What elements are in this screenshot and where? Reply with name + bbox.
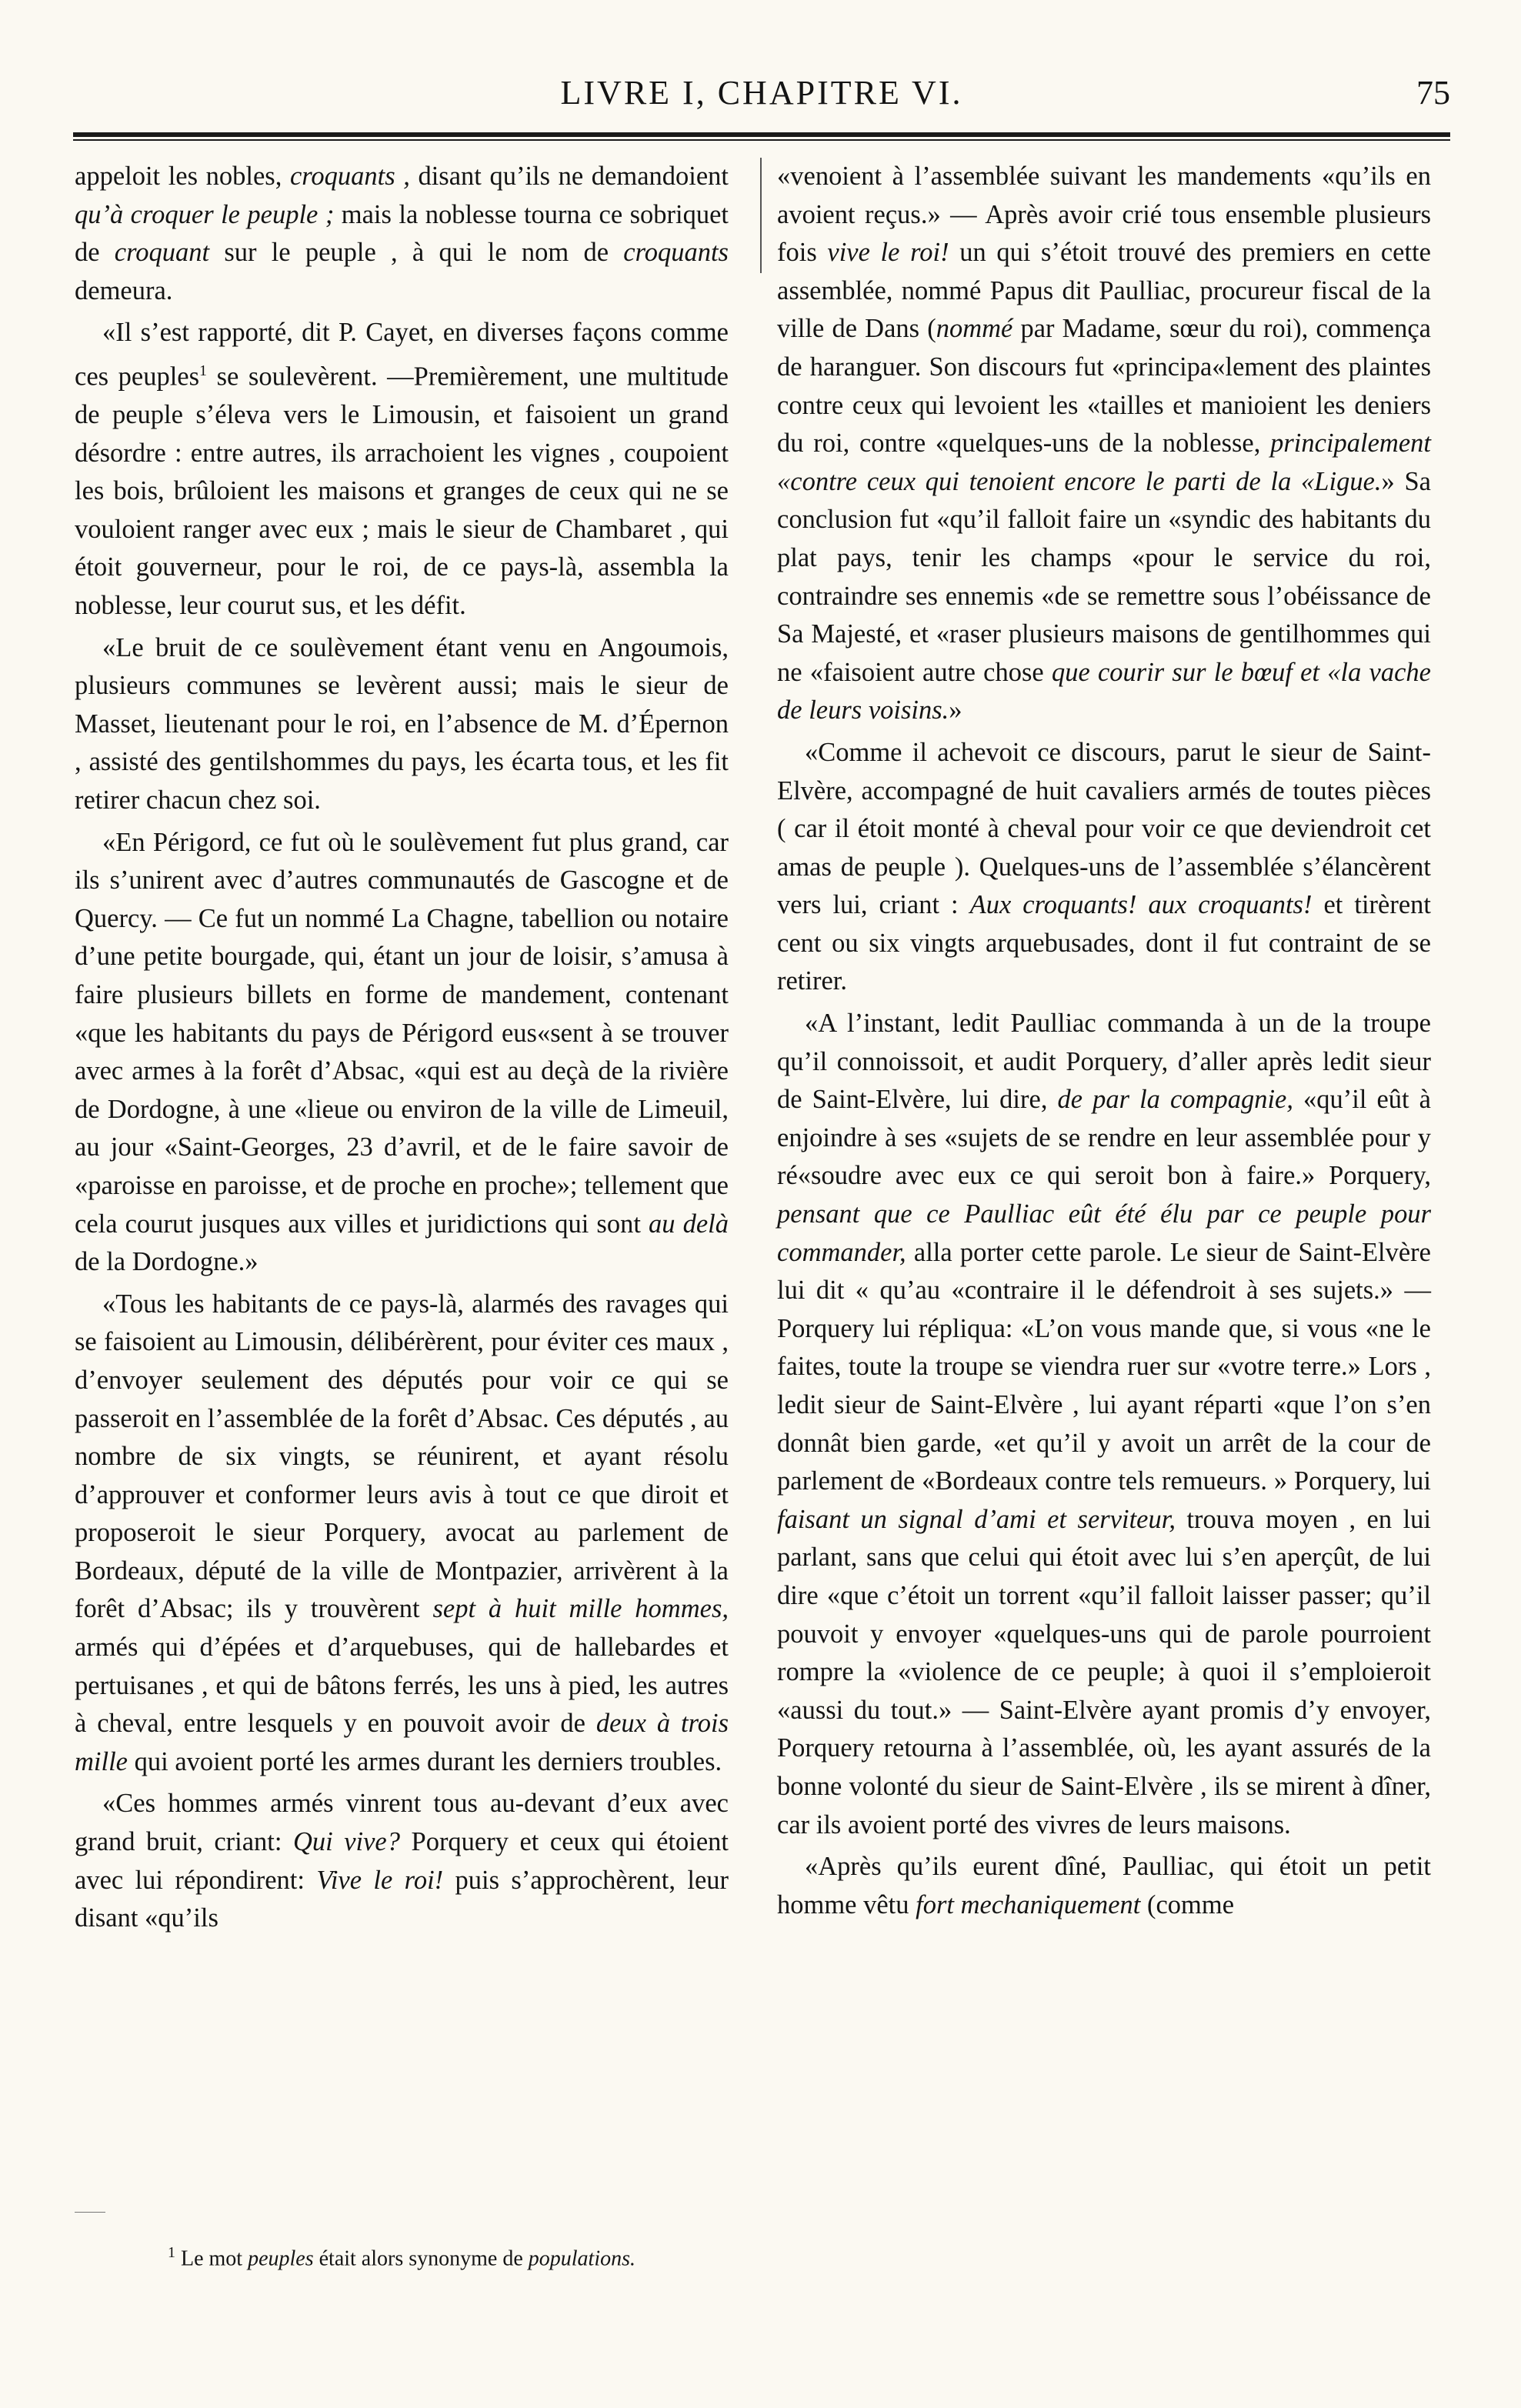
italic-run: deux à trois mille <box>75 1709 729 1776</box>
text-run: «Comme il achevoit ce discours, parut le sieur de Saint-Elvère, accompagné de huit cavaliers armés de toutes pièces ( car il étoit monté à cheval pour voir ce que deviendroit cet amas de peuple ). Quelques-uns de l’assemblée s’élancèrent vers lui, criant : <box>777 737 1431 920</box>
footnote <box>75 2239 729 2273</box>
text-run: «Il s’est rapporté, dit P. Cayet, en diverses façons comme ces peuples <box>75 318 729 392</box>
footnote-italic-populations: populations. <box>528 2246 635 2271</box>
paragraph <box>777 1848 1431 1924</box>
header-rule-thin <box>73 139 1450 141</box>
text-run: «Tous les habitants de ce pays-là, alarmés des ravages qui se faisoient au Limousin, délibérèrent, pour éviter ces maux , d’envoyer seulement des députés pour voir ce qui se passeroit en l’assemblée de la forêt d’Absac. Ces députés , au nombre de six vingts, se réunirent, et ayant résolu d’approuver et conformer leurs avis à tout ce que diroit et proposeroit le sieur Porquery, avocat au parlement de Bordeaux, député de la ville de Montpazier, arrivèrent à la forêt d’Absac; ils y trouvèrent <box>75 1289 729 1624</box>
text-run: appeloit les nobles, <box>75 162 290 191</box>
text-run: » <box>949 695 962 725</box>
italic-run: faisant un signal d’ami et serviteur, <box>777 1504 1176 1534</box>
footnote-mark: 1 <box>167 2244 175 2261</box>
footnote-text-middle: était alors synonyme de <box>313 2246 529 2271</box>
paragraph <box>75 314 729 625</box>
italic-run: croquant <box>114 238 210 268</box>
text-run: (comme <box>1140 1889 1235 1919</box>
italic-run: Vive le roi! <box>316 1865 444 1895</box>
italic-run: que courir sur le bœuf et «la vache de leurs voisins. <box>777 657 1431 725</box>
italic-run: sept à huit mille hommes, <box>432 1594 729 1624</box>
footnote-reference: 1 <box>199 362 208 379</box>
paragraph <box>75 629 729 820</box>
paragraph <box>75 158 729 310</box>
text-run: de la Dordogne.» <box>75 1247 259 1277</box>
text-run: par Madame, sœur du roi), commença de haranguer. Son discours fut «principa«lement des plaintes contre ceux qui levoient les «tailles et manioient les deniers du roi, contre «quelques-uns de la noblesse, <box>777 314 1431 459</box>
text-run: » Sa conclusion fut «qu’il falloit faire un «syndic des habitants du plat pays, tenir les champs «pour le service du roi, contraindre ses ennemis «de se remettre sous l’obéissance de Sa Majesté, et «raser plusieurs maisons de gentilhommes qui ne «faisoient autre chose <box>777 466 1431 687</box>
italic-run: au delà <box>649 1209 729 1239</box>
text-run: sur le peuple , à qui le nom de <box>209 238 624 268</box>
header-rule <box>73 132 1450 137</box>
paragraph <box>777 1005 1431 1844</box>
left-column <box>75 158 729 1938</box>
text-run: «Après qu’ils eurent dîné, Paulliac, qui étoit un petit homme vêtu <box>777 1852 1431 1919</box>
text-run: «A l’instant, ledit Paulliac commanda à un de la troupe qu’il connoissoit, et audit Porquery, d’aller après ledit sieur de Saint-Elvère, lui dire, <box>777 1009 1431 1115</box>
text-run: «qu’il eût à enjoindre à ses «sujets de se rendre en leur assemblée pour y ré«soudre avec eux ce qui seroit bon à faire.» Porquery, <box>777 1085 1431 1191</box>
italic-run: fort mechaniquement <box>916 1889 1141 1919</box>
text-run: puis s’approchèrent, leur disant «qu’ils <box>75 1865 729 1933</box>
italic-run: croquants <box>623 238 729 268</box>
italic-run: principalement «contre ceux qui tenoient encore le parti de la «Ligue. <box>777 429 1431 496</box>
text-run: «Ces hommes armés vinrent tous au-devant d’eux avec grand bruit, criant: <box>75 1789 729 1857</box>
italic-run: croquants , <box>289 162 410 191</box>
page-header <box>73 74 1450 120</box>
text-run: demeura. <box>75 275 173 305</box>
italic-run: vive le roi! <box>827 238 949 268</box>
italic-run: Aux croquants! aux croquants! <box>969 890 1313 920</box>
text-run: armés qui d’épées et d’arquebuses, qui de hallebardes et pertuisanes , et qui de bâtons ferrés, les uns à pied, les autres à cheval, entre lesquels y en pouvoit avoir de <box>75 1633 729 1739</box>
right-column <box>777 158 1431 1924</box>
text-run: trouva moyen , en lui parlant, sans que celui qui étoit avec lui s’en aperçût, de lui dire «que c’étoit un torrent «qu’il falloit laisser passer; qu’il pouvoit y envoyer «quelques-uns qui de parole pourroient rompre la «violence de ce peuple; à quoi il s’emploieroit «aussi du tout.» — Saint-Elvère ayant promis d’y envoyer, Porquery retourna à l’assemblée, où, les ayant assurés de la bonne volonté du sieur de Saint-Elvère , ils se mirent à dîner, car ils avoient porté des vivres de leurs maisons. <box>777 1504 1431 1839</box>
paragraph <box>75 1286 729 1782</box>
text-run: un qui s’étoit trouvé des premiers en cette assemblée, nommé Papus dit Paulliac, procureur fiscal de la ville de Dans ( <box>777 238 1431 344</box>
text-run: «Le bruit de ce soulèvement étant venu en Angoumois, plusieurs communes se levèrent aussi; mais le sieur de Masset, lieutenant pour le roi, en l’absence de M. d’Épernon , assisté des gentilshommes du pays, les écarta tous, et les fit retirer chacun chez soi. <box>75 632 729 815</box>
footnote-rule <box>75 2212 105 2213</box>
text-run: «venoient à l’assemblée suivant les mandements «qu’ils en avoient reçus.» — Après avoir crié tous ensemble plusieurs fois <box>777 162 1431 268</box>
italic-run: qu’à croquer le peuple ; <box>75 199 335 229</box>
footnote-text-before: Le mot <box>180 2246 248 2271</box>
text-run: se soulevèrent. —Premièrement, une multitude de peuple s’éleva vers le Limousin, et faisoient un grand désordre : entre autres, ils arrachoient les vignes , coupoient les bois, brûloient les maisons et granges de ceux qui ne se vouloient ranger avec eux ; mais le sieur de Chambaret , qui étoit gouverneur, pour le roi, de ce pays-là, assembla la noblesse, leur courut sus, et les défit. <box>75 362 729 621</box>
column-divider <box>760 158 762 273</box>
page-number: 75 <box>1416 74 1450 112</box>
text-run: qui avoient porté les armes durant les derniers troubles. <box>127 1746 722 1776</box>
text-run: et tirèrent cent ou six vingts arquebusades, dont il fut contraint de se retirer. <box>777 890 1431 996</box>
paragraph <box>777 734 1431 1001</box>
paragraph <box>75 824 729 1282</box>
paragraph <box>777 158 1431 730</box>
italic-run: Qui vive? <box>292 1827 400 1857</box>
paragraph <box>75 1785 729 1937</box>
running-title: LIVRE I, CHAPITRE VI. <box>560 74 963 112</box>
italic-run: de par la compagnie, <box>1057 1085 1293 1115</box>
text-run: disant qu’ils ne demandoient <box>409 162 729 191</box>
footnote-italic-peuples: peuples <box>248 2246 314 2271</box>
italic-run: pensant que ce Paulliac eût été élu par ce peuple pour commander, <box>777 1199 1431 1267</box>
text-run: «En Périgord, ce fut où le soulèvement fut plus grand, car ils s’unirent avec d’autres communautés de Gascogne et de Quercy. — Ce fut un nommé La Chagne, tabellion ou notaire d’une petite bourgade, qui, étant un jour de loisir, s’amusa à faire plusieurs billets en forme de mandement, contenant «que les habitants du pays de Périgord eus«sent à se trouver avec armes à la forêt d’Absac, «qui est au deçà de la rivière de Dordogne, à une «lieue ou environ de la ville de Limeuil, au jour «Saint-Georges, 23 d’avril, et de le faire savoir de «paroisse en paroisse, et de proche en proche»; tellement que cela courut jusques aux villes et juridictions qui sont <box>75 827 729 1239</box>
italic-run: nommé <box>936 314 1013 344</box>
text-run: Porquery et ceux qui étoient avec lui répondirent: <box>75 1827 729 1895</box>
text-run: mais la noblesse tourna ce sobriquet de <box>75 199 729 268</box>
text-run: alla porter cette parole. Le sieur de Saint-Elvère lui dit « qu’au «contraire il le défendroit à ses sujets.» — Porquery lui répliqua: «L’on vous mande que, si vous «ne le faites, toute la troupe se viendra ruer sur «votre terre.» Lors , ledit sieur de Saint-Elvère , lui ayant réparti «que l’on s’en donnât bien garde, «et qu’il y avoit un arrêt de la cour de parlement de «Bordeaux contre tels remueurs. » Porquery, lui <box>777 1237 1431 1496</box>
